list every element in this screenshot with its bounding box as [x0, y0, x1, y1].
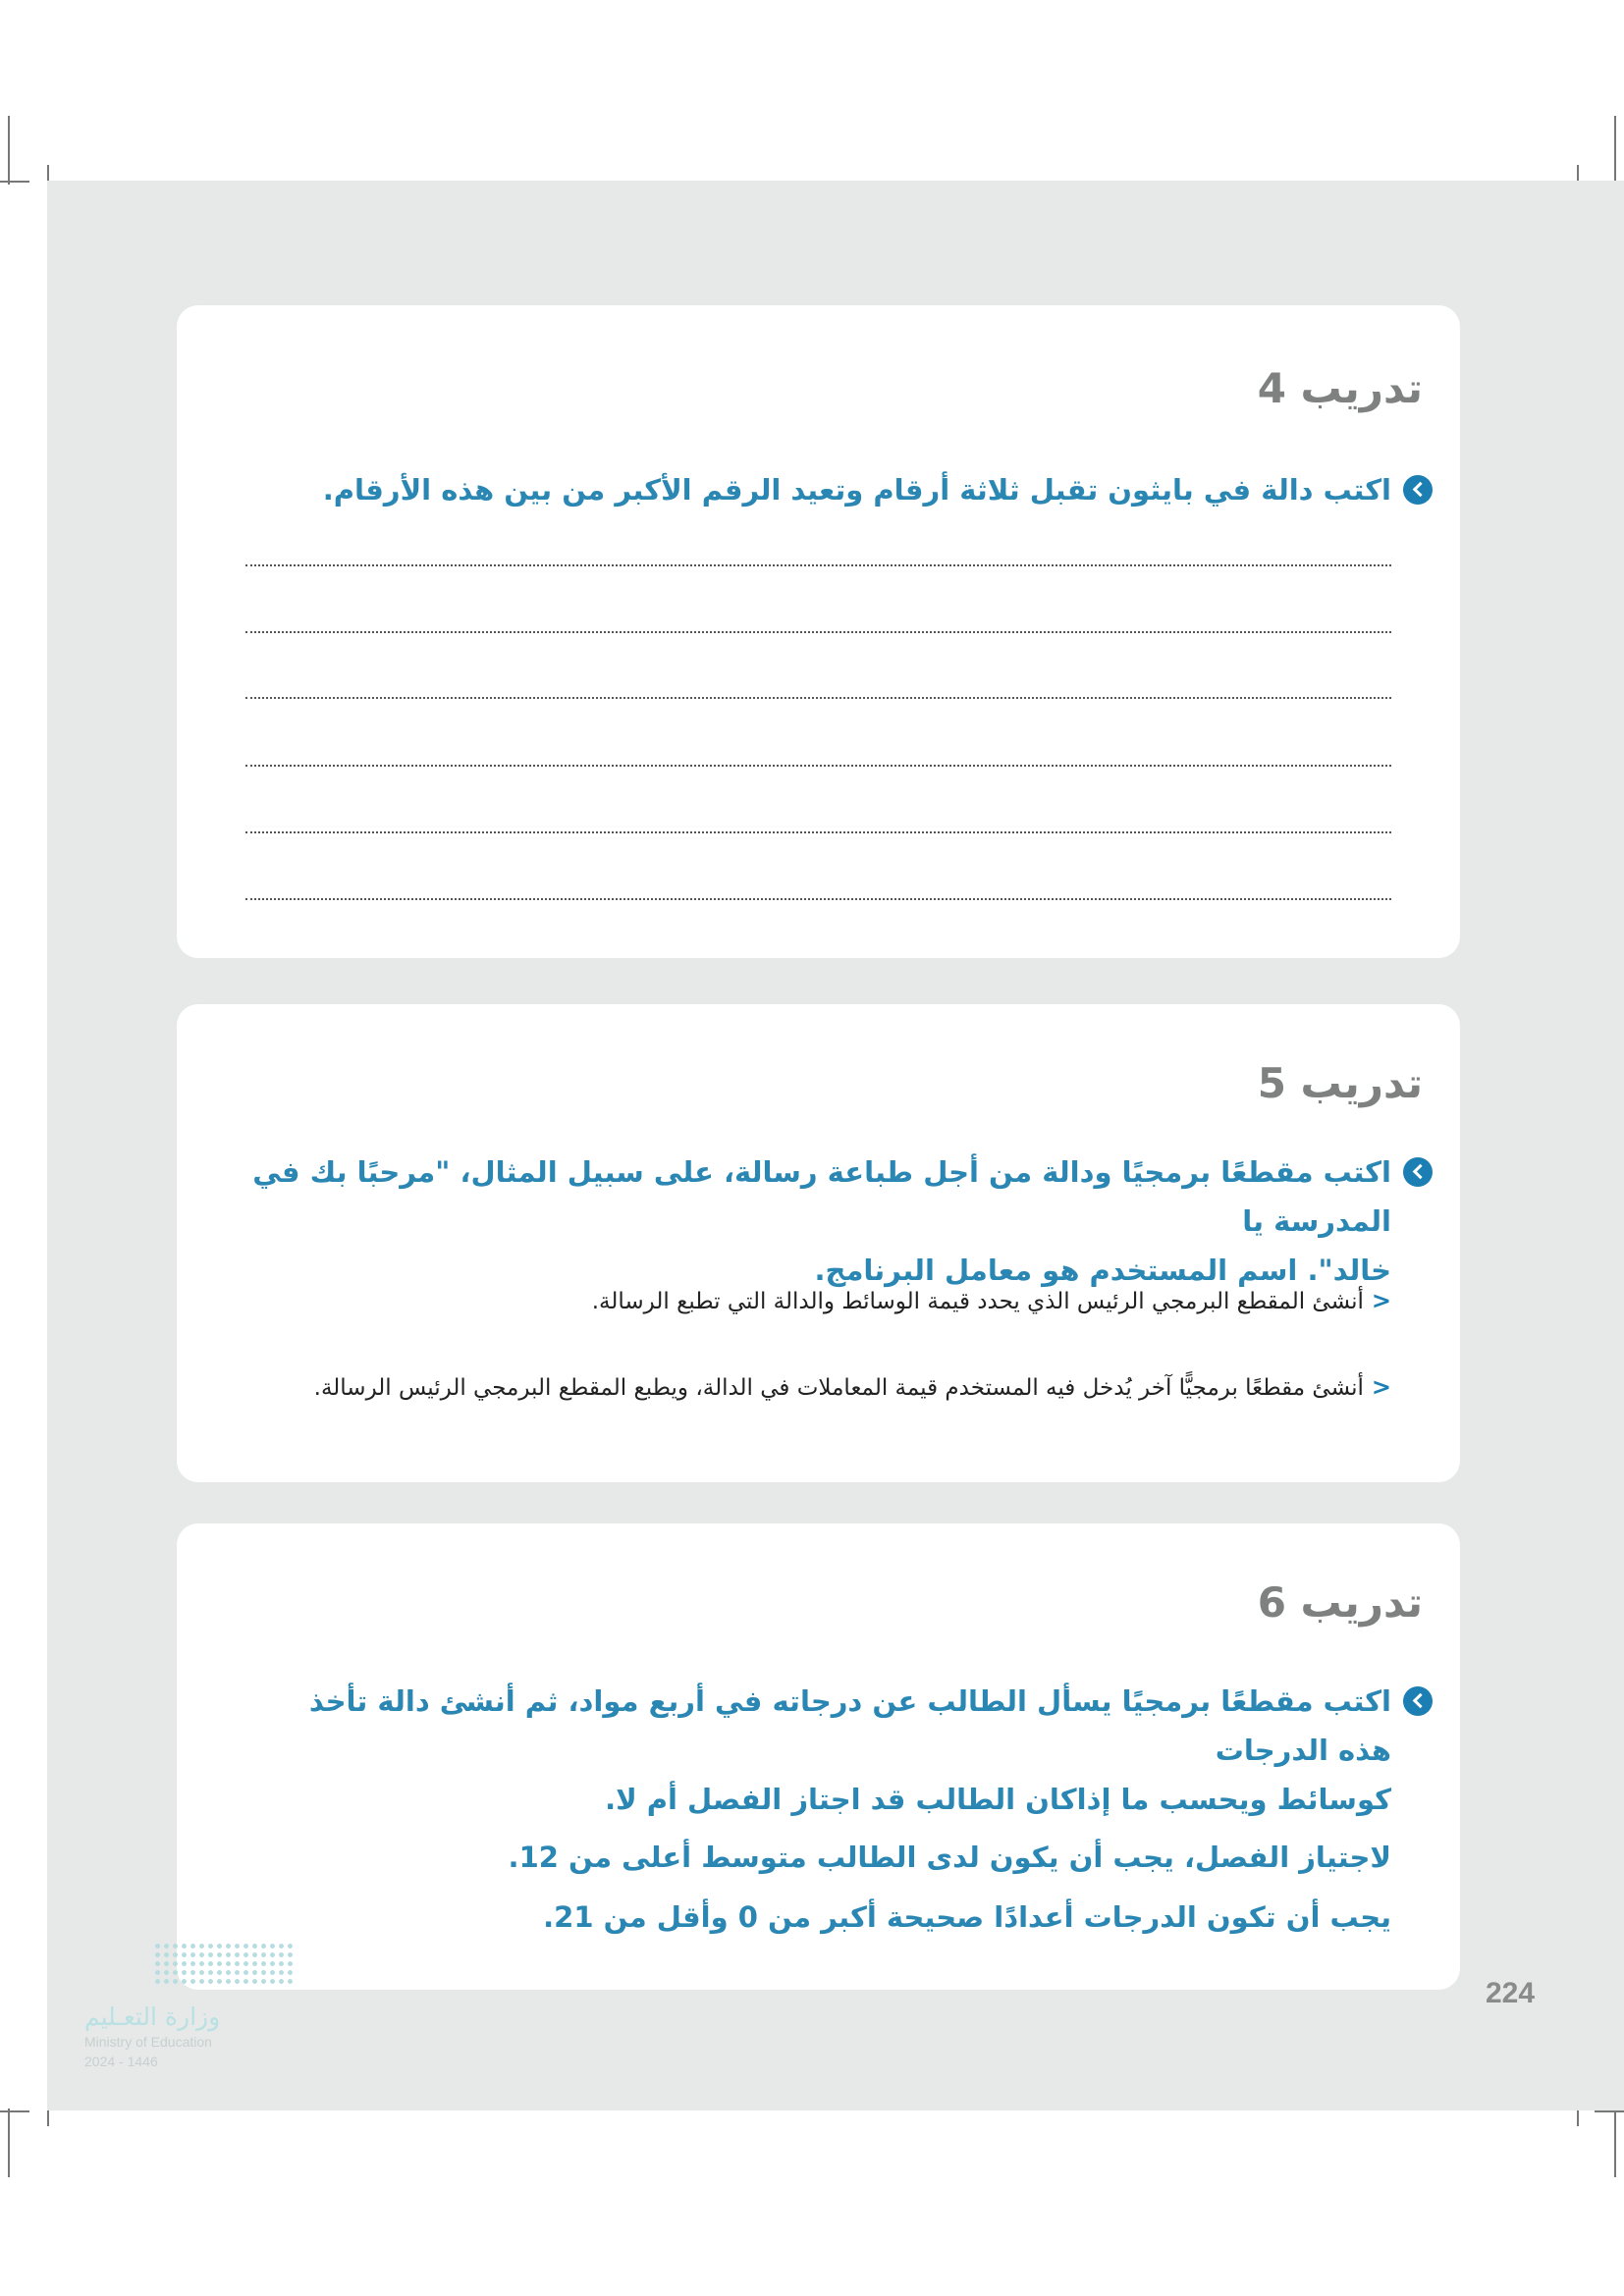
ministry-year: 2024 - 1446 — [84, 2054, 158, 2069]
answer-line[interactable] — [245, 831, 1391, 833]
exercise-5-title: تدريب 5 — [1257, 1059, 1423, 1107]
exercise-4-card — [177, 305, 1460, 958]
arrow-icon: < — [1371, 1287, 1391, 1314]
exercise-5-subtask-1: <أنشئ المقطع البرمجي الرئيس الذي يحدد قيمة الوسائط والدالة التي تطبع الرسالة. — [591, 1287, 1391, 1314]
exercise-5-task: اكتب مقطعًا برمجيًا ودالة من أجل طباعة رسالة، على سبيل المثال، "مرحبًا بك في المدرسة يا خالد". اسم المستخدم هو معامل البرنامج. — [247, 1148, 1391, 1295]
crop-mark — [1595, 2110, 1624, 2112]
chevron-circle-icon — [1403, 475, 1433, 505]
crop-mark — [8, 2109, 10, 2177]
answer-line[interactable] — [245, 631, 1391, 633]
exercise-4-title: تدريب 4 — [1257, 364, 1423, 412]
exercise-6-note-1: لاجتياز الفصل، يجب أن يكون لدى الطالب متوسط أعلى من 12. — [508, 1841, 1391, 1874]
answer-line[interactable] — [245, 697, 1391, 699]
exercise-4-task: اكتب دالة في بايثون تقبل ثلاثة أرقام وتعيد الرقم الأكبر من بين هذه الأرقام. — [323, 465, 1391, 514]
crop-mark — [1614, 2109, 1616, 2177]
exercise-6-note-2: يجب أن تكون الدرجات أعدادًا صحيحة أكبر من 0 وأقل من 21. — [543, 1900, 1391, 1934]
arrow-icon: < — [1371, 1373, 1391, 1401]
answer-line[interactable] — [245, 564, 1391, 566]
page-number: 224 — [1486, 1977, 1536, 2009]
ministry-name-arabic: وزارة التعـليم — [84, 2002, 221, 2031]
crop-mark — [1614, 116, 1616, 185]
crop-mark — [8, 116, 10, 185]
exercise-5-subtask-2: <أنشئ مقطعًا برمجيًّا آخر يُدخل فيه المستخدم قيمة المعاملات في الدالة، ويطبع المقطع البرمجي الرئيس الرسالة. — [313, 1373, 1391, 1401]
exercise-6-card — [177, 1523, 1460, 1990]
crop-mark — [0, 181, 29, 183]
exercise-6-title: تدريب 6 — [1257, 1578, 1423, 1627]
crop-mark — [0, 2110, 29, 2112]
ministry-name-english: Ministry of Education — [84, 2034, 212, 2050]
exercise-5-card — [177, 1004, 1460, 1482]
exercise-6-task: اكتب مقطعًا برمجيًا يسأل الطالب عن درجاته في أربع مواد، ثم أنشئ دالة تأخذ هذه الدرجات كوسائط ويحسب ما إذاكان الطالب قد اجتاز الفصل أم لا. — [247, 1677, 1391, 1824]
chevron-circle-icon — [1403, 1157, 1433, 1187]
answer-line[interactable] — [245, 898, 1391, 900]
ministry-logo-icon — [153, 1942, 297, 1985]
chevron-circle-icon — [1403, 1686, 1433, 1716]
answer-line[interactable] — [245, 765, 1391, 767]
